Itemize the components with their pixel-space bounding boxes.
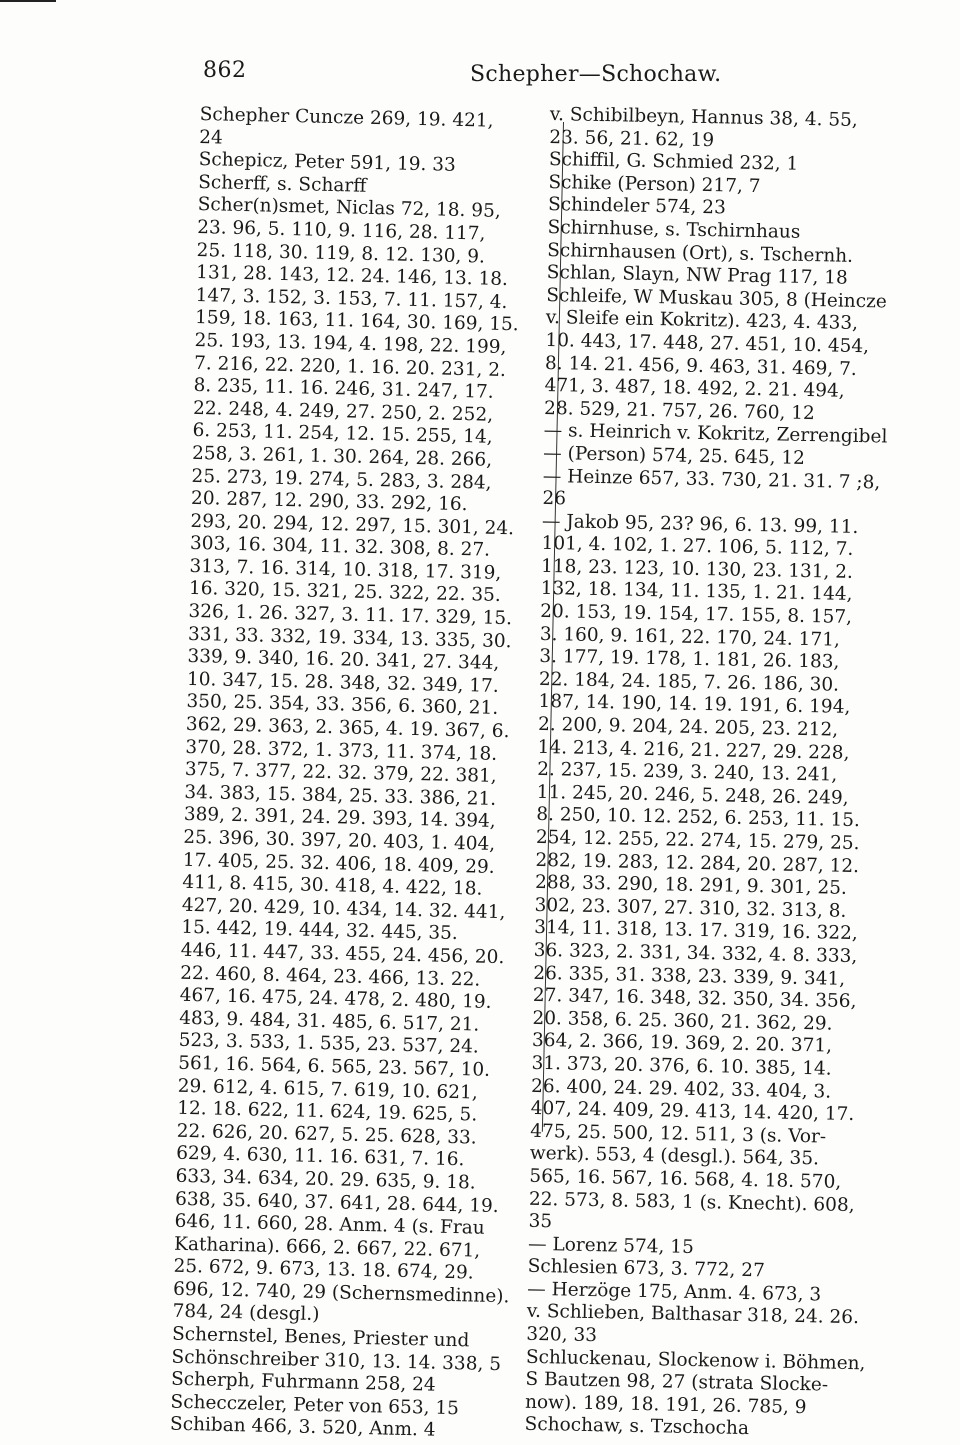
index-line: 303, 16. 304, 11. 32. 308, 8. 27. [189, 533, 491, 561]
index-line: 28. 529, 21. 757, 26. 760, 12 [543, 397, 815, 424]
index-line: Katharina). 666, 2. 667, 22. 671, [173, 1233, 481, 1262]
index-line: 288, 33. 290, 18. 291, 9. 301, 25. [534, 872, 848, 900]
index-line: Schernstel, Benes, Priester und [171, 1323, 470, 1352]
index-line: 427, 20. 429, 10. 434, 14. 32. 441, [181, 894, 506, 923]
index-line: 471, 3. 487, 18. 492, 2. 21. 494, [544, 375, 845, 402]
index-line: 25. 396, 30. 397, 20. 403, 1. 404, [183, 826, 496, 855]
index-line: 3. 177, 19. 178, 1. 181, 26. 183, [539, 646, 840, 673]
index-line: 8. 235, 11. 16. 246, 31. 247, 17. [193, 375, 494, 403]
index-line: 36. 323, 2. 331, 34. 332, 4. 8. 333, [533, 939, 858, 968]
index-line: Schirnhuse, s. Tschirnhaus [547, 216, 801, 243]
index-line: 8. 14. 21. 456, 9. 463, 31. 469, 7. [544, 352, 858, 380]
index-line: 6. 253, 11. 254, 12. 15. 255, 14, [192, 420, 493, 449]
index-line: Schirnhausen (Ort), s. Tschernh. [546, 239, 854, 267]
index-line: 25. 118, 30. 119, 8. 12. 130, 9. [196, 239, 486, 268]
index-line: — Lorenz 574, 15 [527, 1233, 695, 1258]
index-line: 646, 11. 660, 28. Anm. 4 (s. Frau [174, 1210, 485, 1239]
index-line: 370, 28. 372, 1. 373, 11. 374, 18. [185, 736, 498, 765]
index-line: 446, 11. 447, 33. 455, 24. 456, 20. [180, 939, 505, 969]
index-line: — Jakob 95, 23? 96, 6. 13. 99, 11. [541, 510, 859, 538]
index-line: 131, 28. 143, 12. 24. 146, 13. 18. [195, 262, 509, 291]
index-line: 118, 23. 123, 10. 130, 23. 131, 2. [540, 555, 854, 583]
index-line: Scherph, Fuhrmann 258, 24 [170, 1368, 436, 1396]
index-line: 314, 11. 318, 13. 17. 319, 16. 322, [533, 917, 858, 945]
index-line: — Herzöge 175, Anm. 4. 673, 3 [527, 1278, 822, 1306]
index-line: Schike (Person) 217, 7 [548, 171, 761, 197]
right-index-column [524, 104, 905, 1444]
index-line: 483, 9. 484, 31. 485, 6. 517, 21. [179, 1007, 480, 1036]
index-line: 467, 16. 475, 24. 478, 2. 480, 19. [179, 984, 492, 1013]
index-line: 24 [199, 126, 224, 149]
index-line: werk). 553, 4 (desgl.). 564, 35. [529, 1143, 820, 1170]
running-head: Schepher—Schochaw. [470, 62, 722, 87]
index-line: — s. Heinrich v. Kokritz, Zerrengibel [543, 420, 888, 448]
index-line: 10. 443, 17. 448, 27. 451, 10. 454, [545, 329, 870, 358]
index-line: 784, 24 (desgl.) [172, 1301, 320, 1326]
index-line: 523, 3. 533, 1. 535, 23. 537, 24. [178, 1030, 479, 1058]
index-line: 8. 250, 10. 12. 252, 6. 253, 11. 15. [536, 804, 861, 832]
index-line: 23. 56, 21. 62, 19 [549, 126, 715, 151]
index-line: Schepher Cuncze 269, 19. 421, [199, 104, 494, 132]
index-line: 25. 672, 9. 673, 13. 18. 674, 29. [173, 1255, 474, 1284]
index-line: 364, 2. 366, 19. 369, 2. 20. 371, [531, 1030, 833, 1057]
index-line: Schönschreiber 310, 13. 14. 338, 5 [171, 1346, 502, 1375]
index-line: 2. 200, 9. 204, 24. 205, 23. 212, [537, 713, 839, 741]
index-line: 10. 347, 15. 28. 348, 32. 349, 17. [186, 668, 499, 697]
index-line: 696, 12. 740, 29 (Schernsmedinne). [172, 1278, 510, 1308]
index-line: 350, 25. 354, 33. 356, 6. 360, 21. [186, 691, 499, 720]
index-line: 25. 193, 13. 194, 4. 198, 22. 199, [194, 329, 507, 358]
index-line: 12. 18. 622, 11. 624, 19. 625, 5. [176, 1097, 478, 1126]
index-line: 20. 287, 12. 290, 33. 292, 16. [190, 487, 468, 516]
index-line: Schindeler 574, 23 [547, 194, 727, 219]
index-line: 339, 9. 340, 16. 20. 341, 27. 344, [187, 646, 500, 675]
index-line: 293, 20. 294, 12. 297, 15. 301, 24. [190, 510, 515, 539]
index-line: 14. 213, 4. 216, 21. 227, 29. 228, [537, 736, 850, 764]
index-line: 27. 347, 16. 348, 32. 350, 34. 356, [532, 984, 857, 1013]
index-line: 7. 216, 22. 220, 1. 16. 20. 231, 2. [193, 352, 507, 381]
index-line: 26 [542, 488, 567, 510]
index-line: 15. 442, 19. 444, 32. 445, 35. [181, 917, 459, 945]
index-line: 282, 19. 283, 12. 284, 20. 287, 12. [535, 849, 860, 877]
index-line: — Heinze 657, 33. 730, 21. 31. 7 ;8, [542, 465, 881, 493]
index-line: S Bautzen 98, 27 (strata Slocke- [525, 1369, 829, 1396]
index-line: v. Schibilbeyn, Hannus 38, 4. 55, [549, 104, 858, 131]
index-line: 11. 245, 20. 246, 5. 248, 26. 249, [536, 781, 849, 809]
index-line: 475, 25. 500, 12. 511, 3 (s. Vor- [530, 1120, 827, 1148]
index-line: Schluckenau, Slockenow i. Böhmen, [525, 1346, 866, 1374]
index-line: 31. 373, 20. 376, 6. 10. 385, 14. [531, 1052, 832, 1080]
index-line: Schochaw, s. Tzschocha [524, 1414, 750, 1440]
index-line: Schiban 466, 3. 520, Anm. 4 [169, 1414, 436, 1442]
index-line: 187, 14. 190, 14. 19. 191, 6. 194, [538, 691, 851, 719]
left-index-column [170, 104, 552, 1445]
index-line: 159, 18. 163, 11. 164, 30. 169, 15. [194, 307, 519, 336]
index-line: 22. 248, 4. 249, 27. 250, 2. 252, [192, 397, 494, 426]
index-line: v. Schlieben, Balthasar 318, 24. 26. [526, 1301, 860, 1329]
index-line: Schecczeler, Peter von 653, 15 [170, 1391, 460, 1420]
index-line: 22. 460, 8. 464, 23. 466, 13. 22. [180, 962, 481, 991]
index-line: 26. 335, 31. 338, 23. 339, 9. 341, [533, 962, 846, 990]
index-line: 23. 96, 5. 110, 9. 116, 28. 117, [196, 216, 486, 245]
index-line: 35 [528, 1210, 553, 1233]
index-line: 22. 184, 24. 185, 7. 26. 186, 30. [538, 668, 840, 696]
index-line: 147, 3. 152, 3. 153, 7. 11. 157, 4. [195, 284, 508, 313]
index-line: 2. 237, 15. 239, 3. 240, 13. 241, [537, 759, 838, 786]
index-line: 254, 12. 255, 22. 274, 15. 279, 25. [535, 826, 860, 855]
index-line: 326, 1. 26. 327, 3. 11. 17. 329, 15. [188, 600, 513, 630]
index-line: now). 189, 18. 191, 26. 785, 9 [524, 1391, 807, 1419]
index-line: 411, 8. 415, 30. 418, 4. 422, 18. [182, 871, 483, 900]
index-line: Schlan, Slayn, NW Prag 117, 18 [546, 262, 848, 289]
index-line: v. Sleife ein Kokritz). 423, 4. 433, [545, 307, 859, 335]
index-line: Scherff, s. Scharff [197, 171, 367, 197]
corner-mark [0, 0, 56, 2]
index-line: 362, 29. 363, 2. 365, 4. 19. 367, 6. [185, 713, 510, 743]
index-line: 389, 2. 391, 24. 29. 393, 14. 394, [183, 804, 496, 833]
page-number: 862 [203, 58, 247, 83]
index-line: 16. 320, 15. 321, 25. 322, 22. 35. [188, 578, 502, 607]
index-line: 25. 273, 19. 274, 5. 283, 3. 284, [191, 465, 492, 494]
index-line: 629, 4. 630, 11. 16. 631, 7. 16. [175, 1143, 465, 1171]
index-line: 638, 35. 640, 37. 641, 28. 644, 19. [174, 1188, 499, 1217]
index-line: 331, 33. 332, 19. 334, 13. 335, 30. [187, 623, 512, 652]
index-line: 22. 626, 20. 627, 5. 25. 628, 33. [176, 1120, 477, 1149]
index-line: 313, 7. 16. 314, 10. 318, 17. 319, [189, 555, 502, 584]
index-line: 26. 400, 24. 29. 402, 33. 404, 3. [530, 1075, 832, 1103]
index-line: Scher(n)smet, Niclas 72, 18. 95, [197, 194, 501, 223]
index-line: 320, 33 [526, 1323, 598, 1347]
index-line: 34. 383, 15. 384, 25. 33. 386, 21. [184, 781, 497, 810]
index-line: Schleife, W Muskau 305, 8 (Heincze [546, 284, 887, 313]
index-line: 20. 358, 6. 25. 360, 21. 362, 29. [532, 1007, 833, 1035]
index-line: 565, 16. 567, 16. 568, 4. 18. 570, [529, 1165, 842, 1193]
index-line: 3. 160, 9. 161, 22. 170, 24. 171, [539, 623, 841, 651]
index-line: 375, 7. 377, 22. 32. 379, 22. 381, [184, 759, 497, 788]
index-line: 258, 3. 261, 1. 30. 264, 28. 266, [191, 442, 493, 471]
index-line: 633, 34. 634, 20. 29. 635, 9. 18. [175, 1165, 476, 1194]
index-line: 20. 153, 19. 154, 17. 155, 8. 157, [540, 600, 853, 628]
index-line: 561, 16. 564, 6. 565, 23. 567, 10. [177, 1052, 491, 1081]
index-line: — (Person) 574, 25. 645, 12 [543, 442, 806, 469]
index-line: 29. 612, 4. 615, 7. 619, 10. 621, [177, 1075, 478, 1104]
index-line: 22. 573, 8. 583, 1 (s. Knecht). 608, [528, 1188, 855, 1216]
index-line: 407, 24. 409, 29. 413, 14. 420, 17. [530, 1097, 855, 1126]
index-line: Schlesien 673, 3. 772, 27 [527, 1256, 766, 1282]
index-line: 302, 23. 307, 27. 310, 32. 313, 8. [534, 894, 847, 922]
index-line: 101, 4. 102, 1. 27. 106, 5. 112, 7. [541, 533, 854, 561]
index-line: 17. 405, 25. 32. 406, 18. 409, 29. [182, 849, 495, 878]
index-line: 132, 18. 134, 11. 135, 1. 21. 144, [540, 578, 853, 606]
index-line: Schepicz, Peter 591, 19. 33 [198, 149, 457, 177]
index-line: Schiffil, G. Schmied 232, 1 [548, 149, 799, 175]
